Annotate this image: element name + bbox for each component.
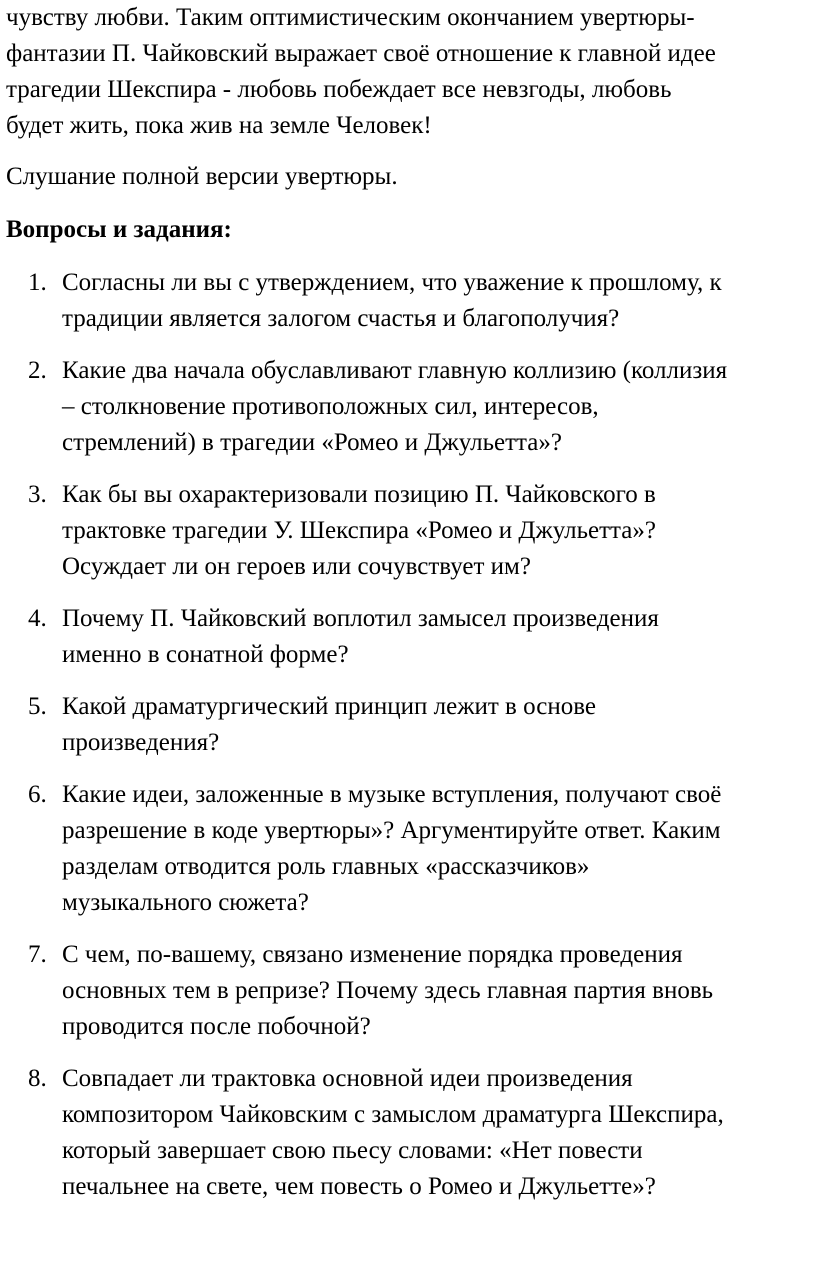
question-line: Какой драматургический принцип лежит в основе <box>62 693 596 720</box>
question-item <box>6 777 814 921</box>
intro-line: будет жить, пока жив на земле Человек! <box>6 112 432 139</box>
question-line: разделам отводится роль главных «рассказчиков» <box>62 853 590 880</box>
question-line: традиции является залогом счастья и благополучия? <box>62 305 620 332</box>
question-item <box>6 601 814 673</box>
question-line: проводится после побочной? <box>62 1013 371 1040</box>
intro-line: чувству любви. Таким оптимистическим окончанием увертюры- <box>6 4 695 31</box>
question-line: стремлений) в трагедии «Ромео и Джульетта»? <box>62 429 562 456</box>
question-line: разрешение в коде увертюры»? Аргументируйте ответ. Каким <box>62 817 721 844</box>
intro-paragraph <box>6 0 814 144</box>
question-number: 3. <box>28 481 47 508</box>
intro-line: трагедии Шекспира - любовь побеждает все невзгоды, любовь <box>6 76 672 103</box>
question-item <box>6 689 814 761</box>
question-item <box>6 1061 814 1205</box>
question-text <box>62 1065 724 1200</box>
question-text <box>62 269 722 332</box>
question-text <box>62 941 713 1040</box>
question-text <box>62 605 659 668</box>
question-line: С чем, по-вашему, связано изменение порядка проведения <box>62 941 683 968</box>
question-item <box>6 937 814 1045</box>
question-number: 4. <box>28 605 47 632</box>
question-text <box>62 481 656 580</box>
question-number: 2. <box>28 357 47 384</box>
question-line: Согласны ли вы с утверждением, что уважение к прошлому, к <box>62 269 722 296</box>
question-number: 6. <box>28 781 47 808</box>
intro-line: фантазии П. Чайковский выражает своё отношение к главной идее <box>6 40 716 67</box>
question-line: композитором Чайковским с замыслом драматурга Шекспира, <box>62 1101 724 1128</box>
question-line: именно в сонатной форме? <box>62 641 349 668</box>
question-number: 1. <box>28 269 47 296</box>
question-line: Как бы вы охарактеризовали позицию П. Чайковского в <box>62 481 656 508</box>
question-line: который завершает свою пьесу словами: «Нет повести <box>62 1137 643 1164</box>
question-line: трактовке трагедии У. Шекспира «Ромео и Джульетта»? <box>62 517 656 544</box>
question-number: 5. <box>28 693 47 720</box>
question-item <box>6 265 814 337</box>
question-text <box>62 357 727 456</box>
question-line: музыкального сюжета? <box>62 889 309 916</box>
question-line: Осуждает ли он героев или сочувствует им? <box>62 553 531 580</box>
question-item <box>6 353 814 461</box>
question-line: основных тем в репризе? Почему здесь главная партия вновь <box>62 977 714 1004</box>
question-line: Какие два начала обуславливают главную коллизию (коллизия <box>62 357 728 384</box>
section-heading: Вопросы и задания: <box>6 216 232 243</box>
question-line: – столкновение противоположных сил, интересов, <box>62 393 599 420</box>
question-number: 7. <box>28 941 47 968</box>
question-number: 8. <box>28 1065 47 1092</box>
questions-list <box>6 265 814 1205</box>
question-line: Совпадает ли трактовка основной идеи произведения <box>62 1065 633 1092</box>
question-item <box>6 477 814 585</box>
listening-note: Слушание полной версии увертюры. <box>6 163 398 190</box>
document-page <box>6 0 814 1221</box>
question-line: Почему П. Чайковский воплотил замысел произведения <box>62 605 659 632</box>
question-line: произведения? <box>62 729 220 756</box>
question-text <box>62 781 721 916</box>
question-text <box>62 693 596 756</box>
question-line: печальнее на свете, чем повесть о Ромео и Джульетте»? <box>62 1173 656 1200</box>
question-line: Какие идеи, заложенные в музыке вступления, получают своё <box>62 781 722 808</box>
